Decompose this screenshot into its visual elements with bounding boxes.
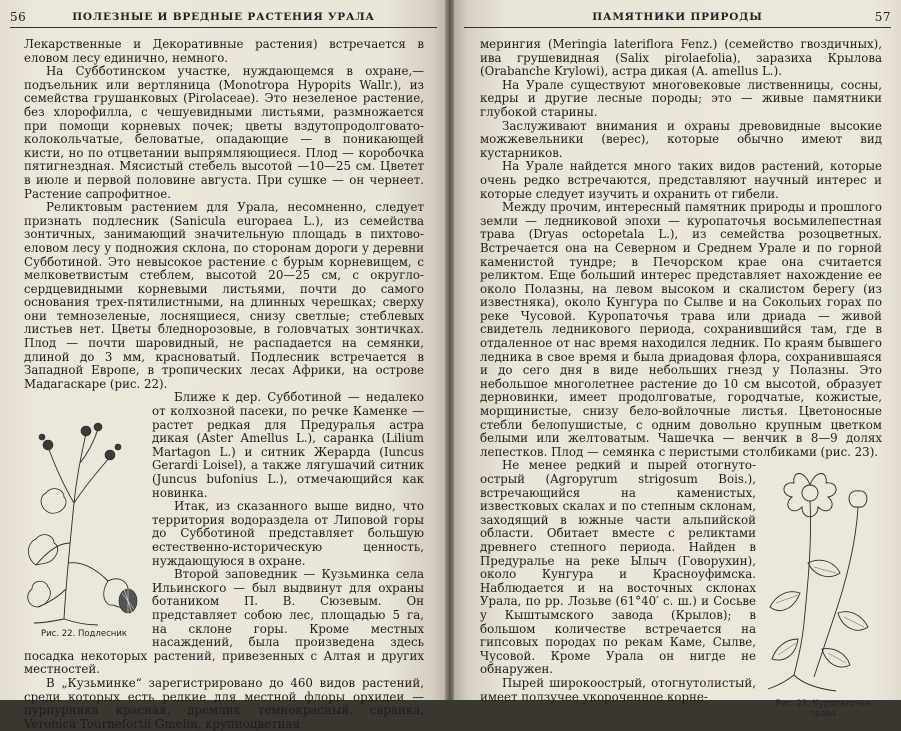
paragraph: Итак, из сказанного выше видно, что территория водораздела от Липовой горы до Субботиной представляет большую естественно-историческую ценность, нуждающуюся в охране.	[152, 499, 424, 568]
paragraph: В „Кузьминке“ зарегистрировано до 460 видов растений, среди которых есть редкие для местной флоры орхидеи — пурпурника красная, дремлик темнокрасный, саранка, Veronica Tournefortii Gmelin, крупноцветная	[24, 675, 424, 731]
sanicula-illustration	[24, 393, 144, 629]
left-header-rule	[10, 27, 437, 28]
paragraph: мерингия (Meringia lateriflora Fenz.) (семейство гвоздичных), ива грушевидная (Salix pirolaefolia), заразиха Крылова (Orabanche Krylowi), астра дикая (A. amellus L.).	[480, 37, 882, 79]
right-header-rule	[464, 27, 891, 28]
right-running-title: ПАМЯТНИКИ ПРИРОДЫ	[592, 11, 763, 23]
right-page	[454, 0, 901, 720]
left-page-text	[24, 38, 424, 731]
paragraph: Ближе к дер. Субботиной — недалеко от колхозной пасеки, по речке Каменке — растет редкая для Предуралья астра дикая (Aster Amellus L.), саранка (Lilium Martagon L.) и ситник Жерарда (Iuncus Gerardi Loisel), а также лягушачий ситник (Juncus bufonius L.), отмечающийся как новинка.	[152, 390, 424, 500]
paragraph: На Урале найдется много таких видов растений, которые очень редко встречаются, представляют научный интерес и которые следует изучить и охранить от гибели.	[480, 159, 882, 201]
figure-23	[764, 463, 882, 721]
right-page-number: 57	[874, 10, 891, 24]
left-running-title: ПОЛЕЗНЫЕ И ВРЕДНЫЕ РАСТЕНИЯ УРАЛА	[72, 11, 375, 23]
right-page-header	[464, 10, 891, 26]
paragraph: Второй заповедник — Кузьминка села Ильинского — был выдвинут для охраны ботаником П. В. Сюзевым. Он представляет собою лес, площадью 5 га, на склоне горы. Кроме местных насаждений, была произведена здесь посадка некоторых растений, привезенных с Алтая и других местностей.	[24, 567, 424, 677]
right-page-text	[480, 38, 882, 723]
left-page-number: 56	[10, 10, 27, 24]
paragraph: Не менее редкий и пырей отогнуто-острый (Agropyrum strigosum Bois.), встречающийся на каменистых, известковых скалах и по степным склонам, заходящий в южные части альпийской области. Обитает вместе с реликтами древнего степного периода. Найден в Предуралье на реке Ылыч (Говорухин), около Кунгура и Красноуфимска. Наблюдается и на восточных склонах Урала, по рр. Лозьве (61°40′ с. ш.) и Сосьве у Кыштымского завода (Крылов); в большом количестве встречается на гипсовых породах по рекам Каме, Сылве, Чусовой. Кроме Урала он нигде не обнаружен.	[480, 458, 756, 677]
paragraph: На Урале существуют многовековые лиственницы, сосны, кедры и другие лесные породы; это — живые памятники глубокой старины.	[480, 77, 882, 119]
figure-22-caption: Рис. 22. Подлесник	[41, 629, 127, 640]
left-page-header	[10, 10, 437, 26]
paragraph: Между прочим, интересный памятник природы и прошлого земли — ледниковой эпохи — куропаточья восьмилепестная трава (Dryas octopetala L.), из семейства розоцветных. Встречается она на Северном и Среднем Урале и по горной каменистой тундре; в Печорском крае она считается реликтом. Еще больший интерес представляет нахождение ее около Полазны, на левом высоком и скалистом берегу (из известняка), около Кунгура по Сылве и на Сокольих горах по реке Чусовой. Куропаточья трава или дриада — живой свидетель ледникового периода, сохранившийся там, где в отдаленное от нас время находился ледник. По краям бывшего ледника в свое время и была дриадовая флора, сохранившаяся и до сего дня в виде небольших гнезд у Полазны. Это небольшое многолетнее растение до 10 см высотой, образует дерновинки, имеет продолговатые, городчатые, кожистые, морщинистые, снизу бело-войлочные листья. Цветоносные стебли белопушистые, с одним довольно крупным цветком белыми или желтоватым. Чашечка — венчик в 8—9 долях лепестков. Плод — семянка с перистыми столбиками (рис. 23).	[480, 200, 882, 459]
left-page	[0, 0, 447, 731]
paragraph: Лекарственные и Декоративные растения) встречается в еловом лесу единично, немного.	[24, 37, 424, 65]
dryas-illustration	[764, 463, 882, 699]
paragraph: Реликтовым растением для Урала, несомненно, следует признать подлесник (Sanicula europaea L.), из семейства зонтичных, занимающий значительную площадь в пихтово-еловом лесу у подножия склона, по сторонам дороги у деревни Субботиной. Это невысокое растение с бурым корневищем, с мелковетвистым стеблем, высотой 20—25 см, с округло-сердцевидными корневыми листьями, почти до самого основания трех-пятилистными, на длинных черешках; сверху они темнозеленые, лоснящиеся, снизу светлые; стеблевых листьев нет. Цветы бледнорозовые, в головчатых зонтичках. Плод — почти шаровидный, не распадается на семянки, длиной до 3 мм, красноватый. Подлесник встречается в Западной Европе, в тропических лесах Африки, на острове Мадагаскаре (рис. 22).	[24, 200, 424, 391]
figure-23-caption: Рис. 23. Куропаточья трава	[775, 699, 871, 720]
figure-22	[24, 393, 144, 645]
paragraph: Заслуживают внимания и охраны древовидные высокие можжевельники (верес), которые обычно имеют вид кустарников.	[480, 118, 882, 160]
paragraph: На Субботинском участке, нуждающемся в охране,— подъельник или вертляница (Monotropa Hypopits Wallr.), из семейства грушанковых (Pirolaceae). Это незеленое растение, без хлорофилла, с чешуевидными листьями, размножается при помощи корневых почек; цветы вздутопродолговато-колокольчатые, беловатые, опадающие — в поникающей кисти, но по отцветании выпрямляющиеся. Плод — коробочка пятигнездная. Мясистый стебель высотой —10—25 см. Цветет в июле и первой половине августа. При сушке — он чернеет. Растение сапрофитное.	[24, 64, 424, 201]
paragraph: Пырей широкоострый, отогнутолистый, имеет ползучее укороченное корне-	[480, 675, 756, 704]
